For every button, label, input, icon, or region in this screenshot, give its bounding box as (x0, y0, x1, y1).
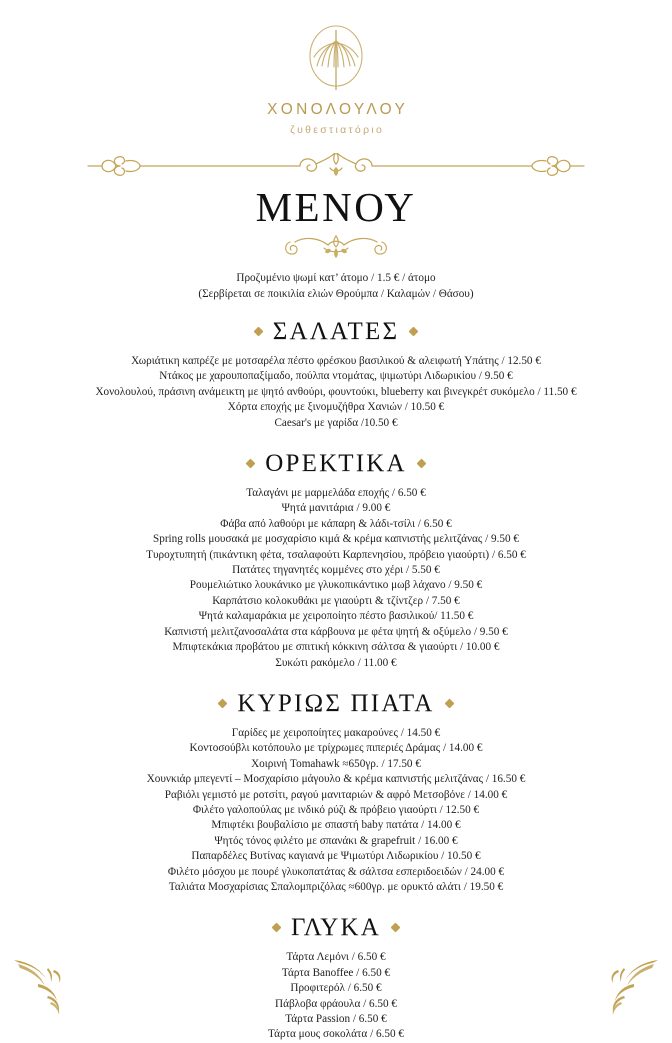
menu-item: Πατάτες τηγανητές κομμένες στο χέρι / 5.50 € (232, 564, 440, 577)
section-header (0, 915, 672, 940)
menu-item: Μπιφτέκι βουβαλίσιο με σπαστή baby πατάτα / 14.00 € (211, 819, 461, 832)
menu-item: Ταλαγάνι με μαρμελάδα εποχής / 6.50 € (246, 487, 426, 500)
menu-item: Τάρτα Banoffee / 6.50 € (281, 966, 391, 979)
diamond-bullet-icon (272, 923, 282, 933)
menu-item: Spring rolls μουσακά με μοσχαρίσιο κιμά & κρέμα καπνιστής μελιτζάνας / 9.50 € (153, 533, 519, 546)
menu-item: Ψητά μανιτάρια / 9.00 € (281, 502, 391, 515)
menu-item: Καπνιστή μελιτζανοσαλάτα στα κάρβουνα με φέτα ψητή & οξύμελο / 9.50 € (164, 625, 508, 638)
brand-tagline: ζυθεστιατόριο (290, 123, 385, 136)
diamond-bullet-icon (218, 698, 228, 708)
menu-item: Χοιρινή Tomahawk ≈650γρ. / 17.50 € (251, 757, 421, 770)
section-items (0, 486, 672, 671)
diamond-bullet-icon (253, 327, 263, 337)
section-header (0, 691, 672, 716)
brand-logo-block (0, 0, 672, 135)
menu-item: Πάβλοβα φράουλα / 6.50 € (275, 997, 397, 1010)
menu-item: Ψητά καλαμαράκια με χειροποίητο πέστο βασιλικού/ 11.50 € (198, 610, 474, 623)
section-title: ΣΑΛΑΤΕΣ (272, 318, 400, 345)
menu-item: Χόρτα εποχής με ξινομυζήθρα Χανιών / 10.50 € (227, 401, 445, 414)
menu-item: Καρπάτσιο κολοκυθάκι με γιαούρτι & τζίντζερ / 7.50 € (212, 594, 460, 607)
menu-item: Μπιφτεκάκια προβάτου με σπιτική κόκκινη σάλτσα & γιαούρτι / 10.00 € (172, 641, 500, 654)
section-title: ΚΥΡΙΩΣ ΠΙΑΤΑ (237, 689, 435, 717)
section-items (0, 950, 672, 1042)
corner-flourish-ornament (8, 956, 94, 1018)
menu-item: Τάρτα μους σοκολάτα / 6.50 € (268, 1028, 404, 1041)
diamond-bullet-icon (409, 327, 419, 337)
small-scroll-flourish-ornament (280, 234, 392, 260)
scroll-divider-ornament (0, 153, 672, 179)
menu-item: Ντάκος με χαρουποπαξίμαδο, πούλπα ντομάτας, ψιμωτύρι Λιδωρικίου / 9.50 € (159, 370, 513, 383)
section-header (0, 319, 672, 344)
menu-item: Τυροχτυπητή (πικάντικη φέτα, τσαλαφούτι Καρπενησίου, πρόβειο γιαούρτι) / 6.50 € (146, 548, 526, 561)
menu-item: Γαρίδες με χειροποίητες μακαρούνες / 14.50 € (231, 726, 441, 739)
menu-item: Τάρτα Passion / 6.50 € (285, 1013, 387, 1025)
diamond-bullet-icon (246, 459, 256, 469)
menu-item: Προφιτερόλ / 6.50 € (290, 982, 382, 995)
menu-item: Φάβα από λαθούρι με κάπαρη & λάδι-τσίλι / 6.50 € (220, 517, 452, 530)
diamond-bullet-icon (444, 698, 454, 708)
bread-note-line-2: (Σερβίρεται σε ποικιλία ελιών Θρούμπα / Καλαμών / Θάσου) (198, 287, 474, 300)
diamond-bullet-icon (416, 459, 426, 469)
menu-item: Χουνκιάρ μπεγεντί – Μοσχαρίσιο μάγουλο & κρέμα καπνιστής μελιτζάνας / 16.50 € (146, 773, 526, 786)
menu-item: Ταλιάτα Μοσχαρίσιας Σπαλομπριζόλας ≈600γρ. με ορυκτό αλάτι / 19.50 € (168, 880, 504, 893)
menu-item: Caesar's με γαρίδα /10.50 € (274, 416, 398, 429)
bread-note-line-1: Προζυμένιο ψωμί κατ’ άτομο / 1.5 € / άτομο (236, 272, 436, 284)
section-kyrios-piata (0, 691, 672, 895)
menu-item: Χονολουλού, πράσινη ανάμεικτη με ψητό ανθούρι, φουντούκι, blueberry και βινεγκρέτ συκόμελο / 11.50 € (95, 385, 577, 398)
menu-item: Ραβιόλι γεμιστό με ροτσίτι, ραγού μανιταριών & αφρό Μετσοβόνε / 14.00 € (164, 788, 508, 801)
palm-tree-in-oval-icon (293, 22, 379, 98)
bread-note (0, 271, 672, 302)
corner-flourish-ornament (578, 956, 664, 1018)
menu-item: Φιλέτο μόσχου με πουρέ γλυκοπατάτας & σάλτσα εσπεριδοειδών / 24.00 € (167, 865, 505, 878)
section-items (0, 354, 672, 431)
section-header (0, 451, 672, 476)
menu-item: Ρουμελιώτικο λουκάνικο με γλυκοπικάντικο μωβ λάχανο / 9.50 € (189, 579, 483, 592)
menu-item: Φιλέτο γαλοπούλας με ινδικό ρύζι & πρόβειο γιαούρτι / 12.50 € (192, 803, 480, 816)
menu-item: Παπαρδέλες Βυτίνας καγιανά με Ψιμωτύρι Λιδωρικίου / 10.50 € (191, 850, 481, 863)
menu-item: Χωριάτικη καπρέζε με μοτσαρέλα πέστο φρέσκου βασιλικού & αλειφωτή Υπάτης / 12.50 € (131, 355, 541, 367)
page-title: ΜΕΝΟΥ (255, 184, 417, 230)
section-salates (0, 319, 672, 431)
section-orektika (0, 451, 672, 671)
section-title: ΟΡΕΚΤΙΚΑ (265, 450, 407, 478)
section-title: ΓΛΥΚΑ (290, 914, 382, 942)
menu-item: Τάρτα Λεμόνι / 6.50 € (286, 951, 386, 964)
menu-item: Κοντοσούβλι κοτόπουλο με τρίχρωμες πιπεριές Δράμας / 14.00 € (189, 742, 483, 755)
menu-item: Ψητός τόνος φιλέτο με σπανάκι & grapefruit / 16.00 € (214, 834, 458, 847)
diamond-bullet-icon (391, 923, 401, 933)
menu-item: Συκώτι ρακόμελο / 11.00 € (275, 656, 397, 669)
section-items (0, 726, 672, 895)
brand-name: ΧΟΝΟΛΟΥΛΟΥ (267, 101, 409, 118)
